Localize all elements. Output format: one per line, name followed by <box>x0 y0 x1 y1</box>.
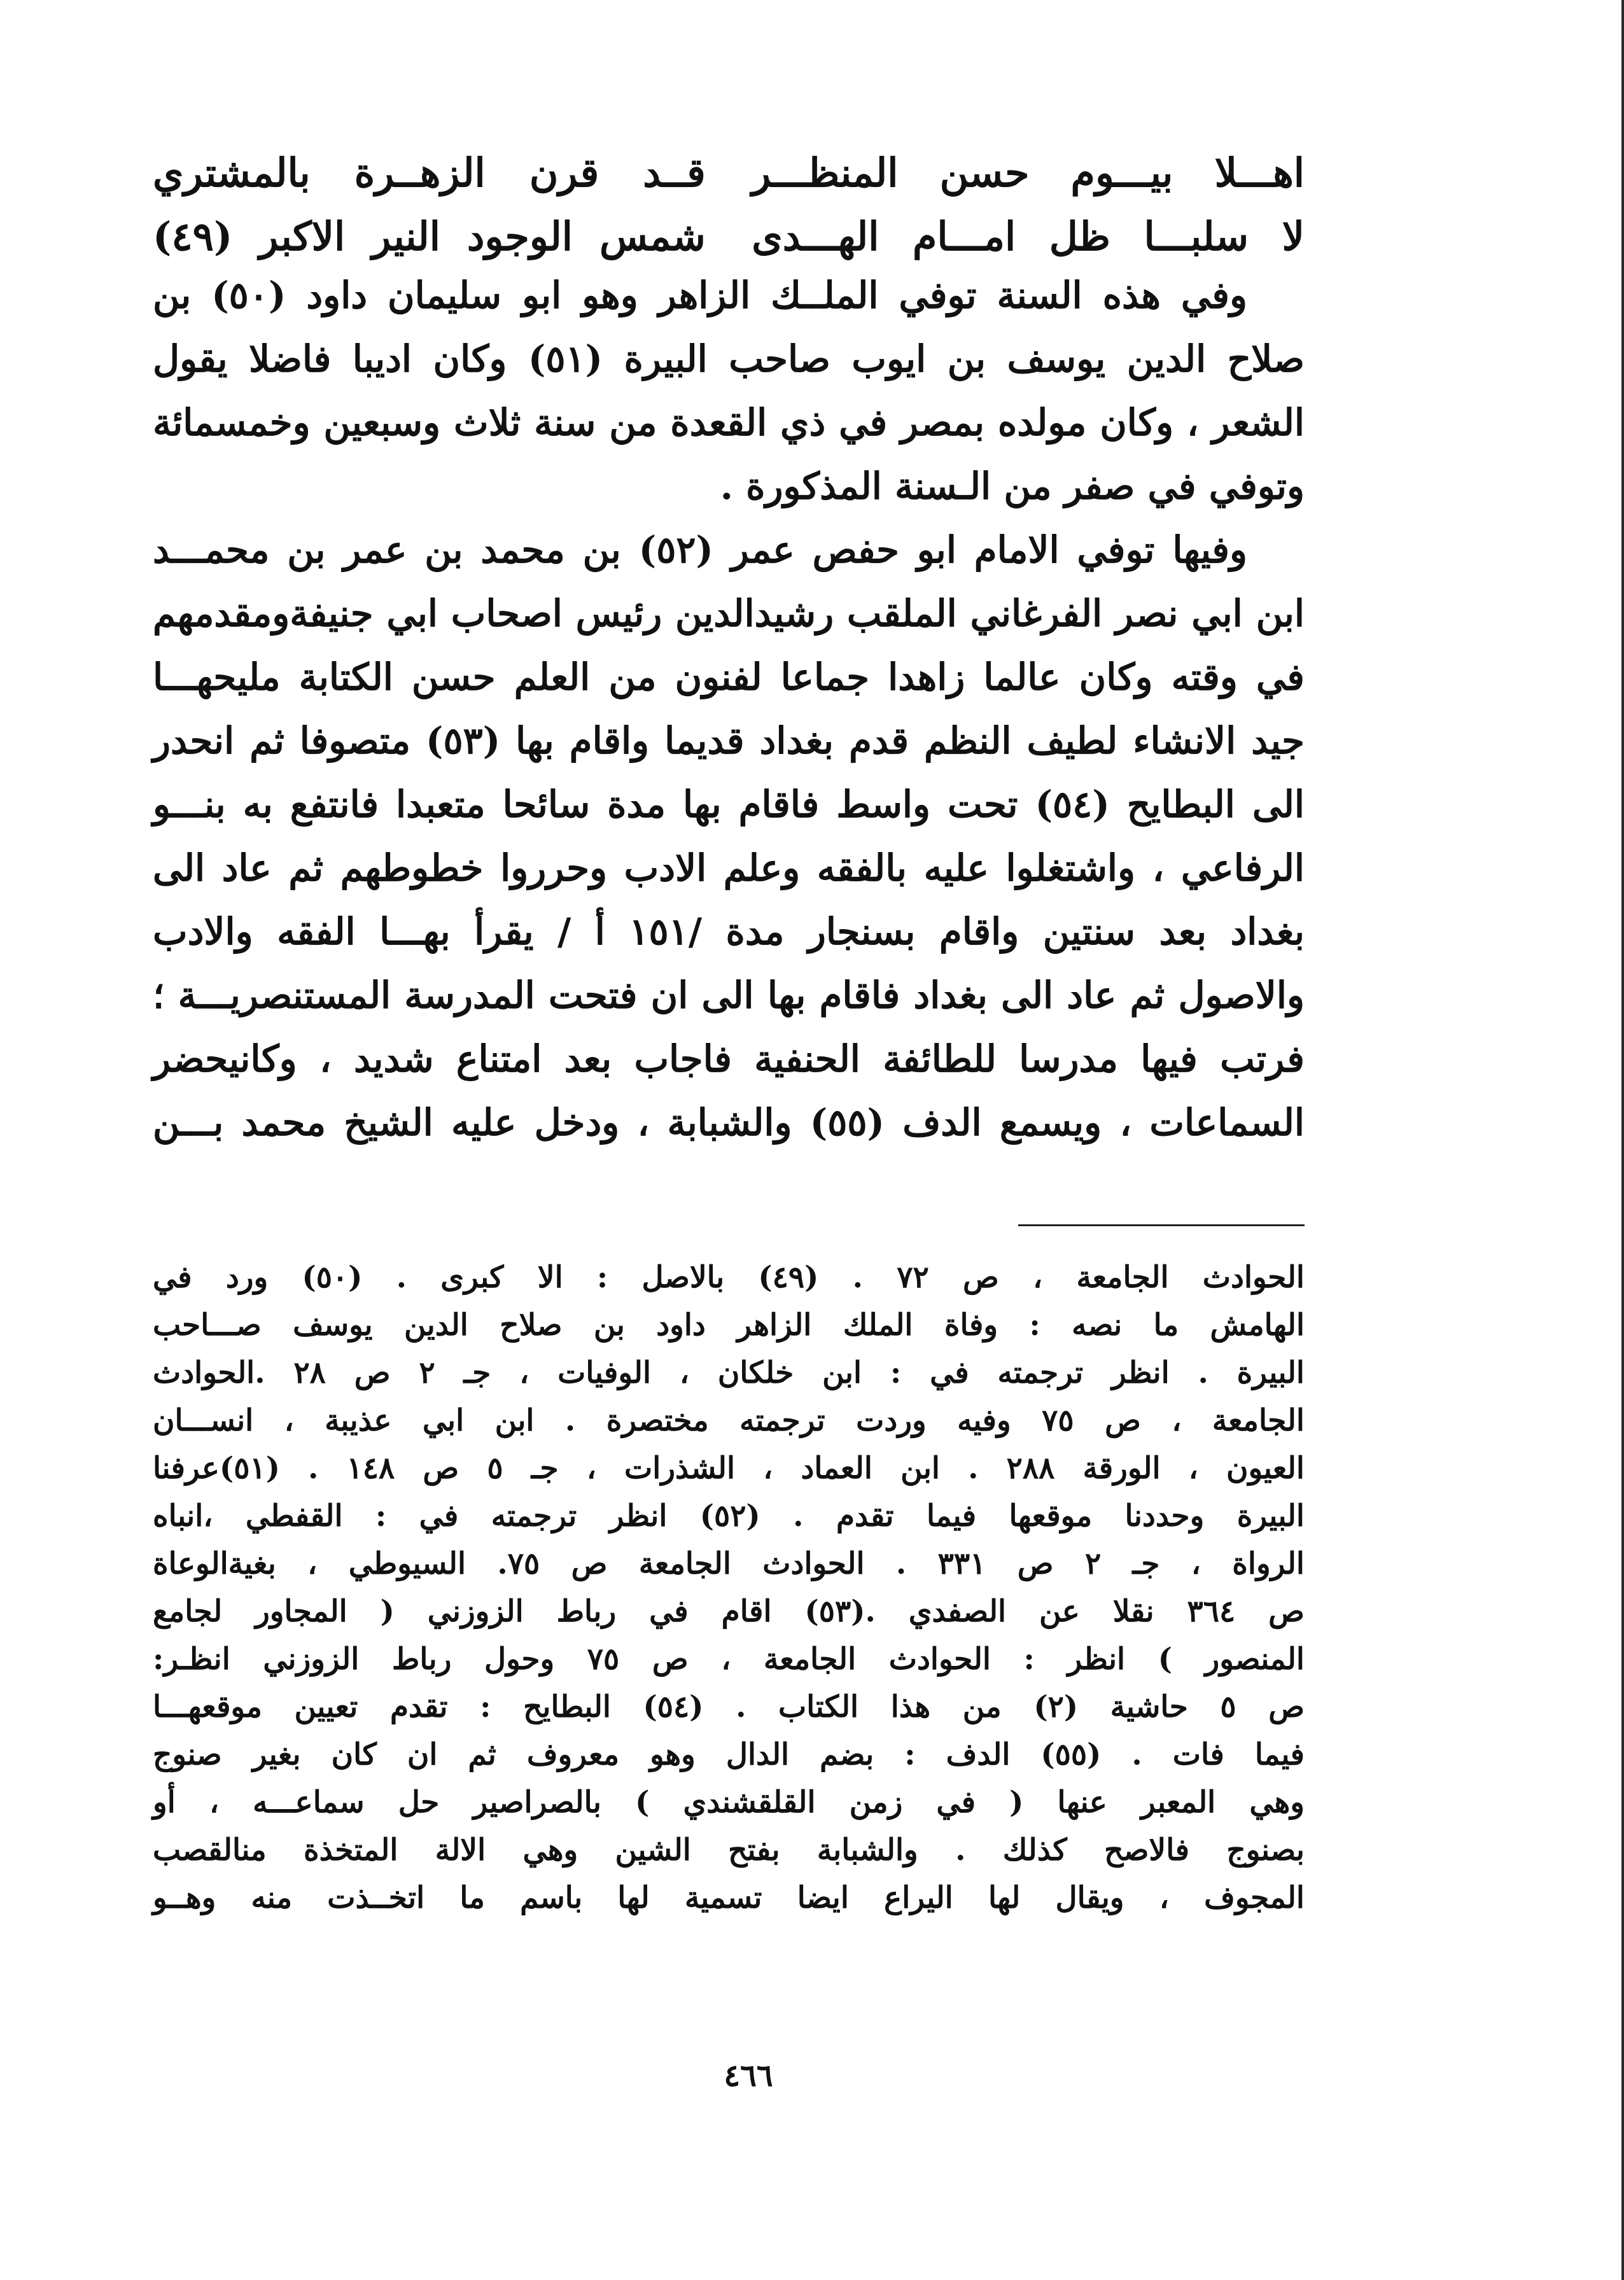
footnote-line: بصنوج فالاصح كذلك . والشبابة بفتح الشين وهي الالة المتخذة منالقصب <box>153 1833 1305 1868</box>
text-line: جيد الانشاء لطيف النظم قدم بغداد قديما واقام بها (٥٣) متصوفا ثم انحدر <box>153 719 1305 762</box>
footnote-line: البيرة . انظر ترجمته في : ابن خلكان ، الوفيات ، جـ ٢ ص ٢٨ .الحوادث <box>153 1355 1305 1390</box>
main-text <box>153 263 1305 1154</box>
verse-block <box>153 141 1305 269</box>
verse-hemistich-right: لا سلبـــا ظل امـــام الهـــدى <box>752 213 1305 260</box>
text-line: والاصول ثم عاد الى بغداد فاقام بها الى ان فتحت المدرسة المستنصريـــة ؛ <box>153 974 1305 1017</box>
footnote-line: المجوف ، ويقال لها اليراع ايضا تسمية لها باسم ما اتخــذت منه وهــو <box>153 1880 1305 1915</box>
footnote-line: وهي المعبر عنها ( في زمن القلقشندي ) بالصراصير حل سماعـــه ، أو <box>153 1785 1305 1820</box>
text-line: السماعات ، ويسمع الدف (٥٥) والشبابة ، ودخل عليه الشيخ محمد بـــن <box>153 1101 1305 1144</box>
footnote-separator <box>1018 1224 1305 1226</box>
text-line: ابن ابي نصر الفرغاني الملقب رشيدالدين رئيس اصحاب ابي جنيفةومقدمهم <box>153 592 1305 635</box>
text-line: وفيها توفي الامام ابو حفص عمر (٥٢) بن محمد بن عمر بن محمـــد <box>153 528 1247 571</box>
footnote-line: العيون ، الورقة ٢٨٨ . ابن العماد ، الشذرات ، جـ ٥ ص ١٤٨ . (٥١)عرفنا <box>153 1451 1305 1486</box>
text-line: وتوفي في صفر من الـسنة المذكورة . <box>720 465 1305 508</box>
verse-hemistich-left: شمس الوجود النير الاكبر (٤٩) <box>153 213 706 260</box>
verse-hemistich-left: قــد قرن الزهــرة بالمشتري <box>153 150 706 196</box>
page-edge-border <box>1621 0 1624 2280</box>
text-line: في وقته وكان عالما زاهدا جماعا لفنون من العلم حسن الكتابة مليحهـــا <box>153 655 1305 699</box>
text-line: بغداد بعد سنتين واقام بسنجار مدة /١٥١ أ / يقرأ بهـــا الفقه والادب <box>153 910 1305 953</box>
page-number: ٤٦٦ <box>724 2058 773 2094</box>
verse-line <box>153 205 1305 269</box>
verse-hemistich-right: اهـــلا بيـــوم حسن المنظـــر <box>752 150 1305 196</box>
footnotes <box>153 1254 1305 1922</box>
footnote-line: الجامعة ، ص ٧٥ وفيه وردت ترجمته مختصرة . ابن ابي عذيبة ، انســـان <box>153 1403 1305 1438</box>
footnote-line: المنصور ) انظر : الحوادث الجامعة ، ص ٧٥ وحول رباط الزوزني انظـر: <box>153 1642 1305 1677</box>
verse-line <box>153 141 1305 205</box>
text-line: الرفاعي ، واشتغلوا عليه بالفقه وعلم الادب وحرروا خطوطهم ثم عاد الى <box>153 846 1305 890</box>
footnote-line: ص ٣٦٤ نقلا عن الصفدي .(٥٣) اقام في رباط الزوزني ( المجاور لجامع <box>153 1594 1305 1629</box>
footnote-line: البيرة وحددنا موقعها فيما تقدم . (٥٢) انظر ترجمته في : القفطي ،انباه <box>153 1499 1305 1534</box>
footnote-line: الرواة ، جـ ٢ ص ٣٣١ . الحوادث الجامعة ص ٧٥. السيوطي ، بغيةالوعاة <box>153 1546 1305 1581</box>
footnote-line: الهامش ما نصه : وفاة الملك الزاهر داود بن صلاح الدين يوسف صـــاحب <box>153 1308 1305 1343</box>
footnote-line: ص ٥ حاشية (٢) من هذا الكتاب . (٥٤) البطايح : تقدم تعيين موقعهـــا <box>153 1689 1305 1724</box>
text-line: الشعر ، وكان مولده بمصر في ذي القعدة من سنة ثلاث وسبعين وخمسمائة <box>153 401 1305 444</box>
text-line: الى البطايح (٥٤) تحت واسط فاقام بها مدة سائحا متعبدا فانتفع به بنـــو <box>153 783 1305 826</box>
text-line: وفي هذه السنة توفي الملــك الزاهر وهو ابو سليمان داود (٥٠) بن <box>153 274 1247 317</box>
footnote-line: فيما فات . (٥٥) الدف : بضم الدال وهو معروف ثم ان كان بغير صنوج <box>153 1737 1305 1772</box>
text-line: صلاح الدين يوسف بن ايوب صاحب البيرة (٥١) وكان اديبا فاضلا يقول <box>153 337 1305 381</box>
text-line: فرتب فيها مدرسا للطائفة الحنفية فاجاب بعد امتناع شديد ، وكانيحضر <box>153 1037 1305 1081</box>
footnote-line: الحوادث الجامعة ، ص ٧٢ . (٤٩) بالاصل : الا كبرى . (٥٠) ورد في <box>153 1260 1305 1295</box>
